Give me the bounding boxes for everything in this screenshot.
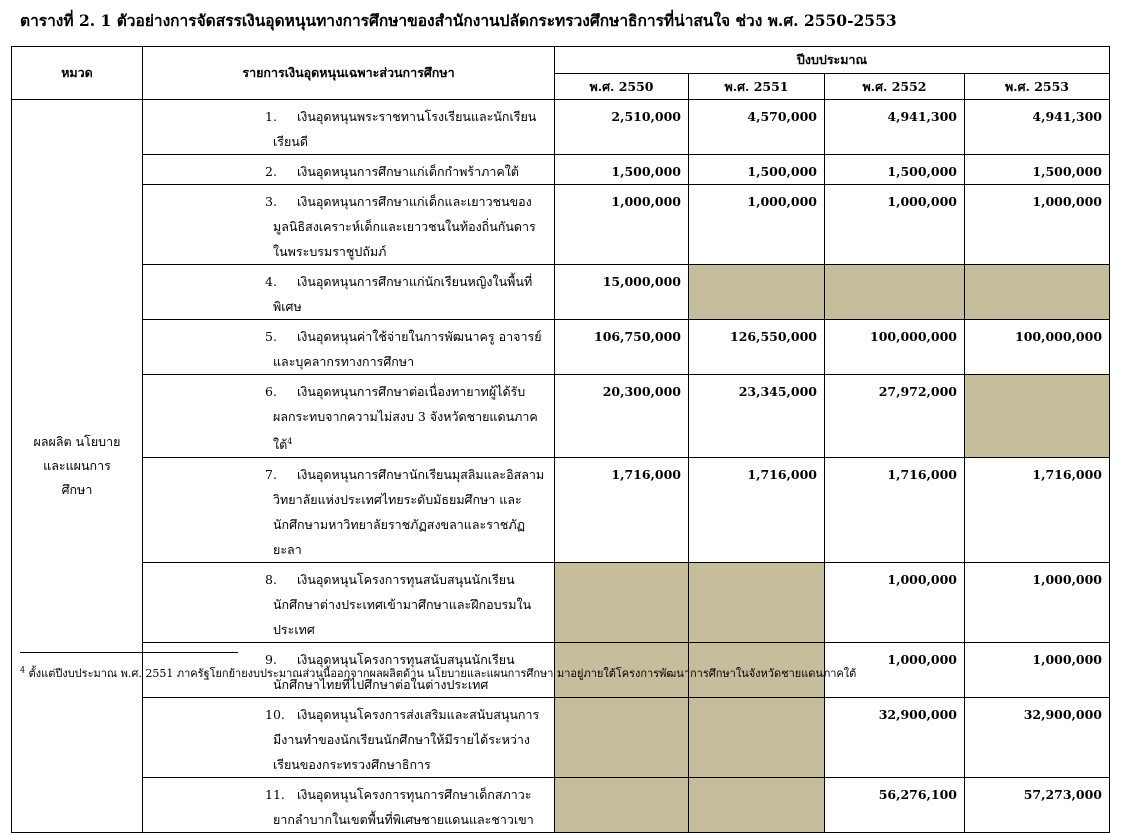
value-cell: 1,500,000 bbox=[555, 155, 689, 185]
item-cell bbox=[143, 155, 555, 185]
footnote bbox=[20, 664, 856, 682]
item-number: 4. bbox=[265, 274, 277, 289]
value-cell: 1,500,000 bbox=[689, 155, 825, 185]
item-text: เงินอุดหนุนโครงการทุนสนับสนุนนักเรียนนักศึกษาไทยที่ไปศึกษาต่อในต่างประเทศ bbox=[273, 652, 515, 693]
category-cell bbox=[12, 100, 143, 833]
item-text: เงินอุดหนุนพระราชทานโรงเรียนและนักเรียนเรียนดี bbox=[273, 109, 537, 149]
value-cell: 1,000,000 bbox=[825, 643, 965, 698]
shaded-cell bbox=[689, 265, 825, 320]
value-cell: 1,000,000 bbox=[965, 643, 1110, 698]
item-cell bbox=[143, 265, 555, 320]
shaded-cell bbox=[689, 778, 825, 833]
table-row bbox=[12, 563, 1110, 643]
value-cell: 1,716,000 bbox=[825, 458, 965, 563]
shaded-cell bbox=[965, 375, 1110, 458]
item-number: 9. bbox=[265, 652, 277, 668]
footnote-text: ตั้งแต่ปีงบประมาณ พ.ศ. 2551 ภาครัฐโยกย้ายงบประมาณส่วนนี้ออกจากผลผลิตด้าน นโยบายและแผนการศึกษา มาอยู่ภายใต้โครงการพัฒนาการศึกษาในจังหวัดชายแดนภาคใต้ bbox=[28, 667, 857, 680]
item-number: 2. bbox=[265, 164, 277, 179]
header-year-2552: พ.ศ. 2552 bbox=[825, 74, 965, 100]
item-text: เงินอุดหนุนการศึกษาต่อเนื่องทายาทผู้ได้รับผลกระทบจากความไม่สงบ 3 จังหวัดชายแดนภาคใต้ bbox=[273, 384, 538, 453]
item-number: 11. bbox=[265, 787, 285, 803]
table-row bbox=[12, 155, 1110, 185]
table-row bbox=[12, 458, 1110, 563]
item-cell bbox=[143, 320, 555, 375]
value-cell: 32,900,000 bbox=[825, 698, 965, 778]
value-cell: 2,510,000 bbox=[555, 100, 689, 155]
value-cell: 100,000,000 bbox=[825, 320, 965, 375]
shaded-cell bbox=[555, 563, 689, 643]
value-cell: 4,941,300 bbox=[965, 100, 1110, 155]
value-cell: 4,570,000 bbox=[689, 100, 825, 155]
value-cell: 1,716,000 bbox=[555, 458, 689, 563]
item-text: เงินอุดหนุนการศึกษาแก่นักเรียนหญิงในพื้นที่พิเศษ bbox=[273, 274, 533, 314]
item-text: เงินอุดหนุนการศึกษานักเรียนมุสลิมและอิสลามวิทยาลัยแห่งประเทศไทยระดับมัธยมศึกษา และนักศึกษามหาวิทยาลัยราชภัฏสงขลาและราชภัฏยะลา bbox=[273, 467, 545, 558]
item-number: 8. bbox=[265, 572, 277, 588]
shaded-cell bbox=[965, 265, 1110, 320]
item-cell bbox=[143, 185, 555, 265]
value-cell: 106,750,000 bbox=[555, 320, 689, 375]
table-row bbox=[12, 100, 1110, 155]
value-cell: 15,000,000 bbox=[555, 265, 689, 320]
value-cell: 56,276,100 bbox=[825, 778, 965, 833]
item-text: เงินอุดหนุนการศึกษาแก่เด็กและเยาวชนของมูลนิธิสงเคราะห์เด็กและเยาวชนในท้องถิ่นกันดารในพระบรมราชูปถัมภ์ bbox=[273, 194, 536, 259]
footnote-ref: 4 bbox=[287, 437, 293, 446]
item-number: 5. bbox=[265, 329, 277, 344]
item-text: เงินอุดหนุนโครงการส่งเสริมและสนับสนุนการมีงานทำของนักเรียนนักศึกษาให้มีรายได้ระหว่างเรียนของกระทรวงศึกษาธิการ bbox=[273, 707, 540, 773]
item-cell bbox=[143, 698, 555, 778]
value-cell: 32,900,000 bbox=[965, 698, 1110, 778]
value-cell: 1,000,000 bbox=[965, 563, 1110, 643]
footnote-divider bbox=[20, 652, 238, 653]
value-cell: 1,000,000 bbox=[965, 185, 1110, 265]
value-cell: 126,550,000 bbox=[689, 320, 825, 375]
header-item: รายการเงินอุดหนุนเฉพาะส่วนการศึกษา bbox=[143, 47, 555, 100]
header-year-2551: พ.ศ. 2551 bbox=[689, 74, 825, 100]
value-cell: 1,716,000 bbox=[689, 458, 825, 563]
budget-table bbox=[11, 46, 1110, 833]
item-cell bbox=[143, 100, 555, 155]
item-cell bbox=[143, 375, 555, 458]
table-row bbox=[12, 320, 1110, 375]
header-year-2550: พ.ศ. 2550 bbox=[555, 74, 689, 100]
item-text: เงินอุดหนุนการศึกษาแก่เด็กกำพร้าภาคใต้ bbox=[297, 164, 519, 179]
shaded-cell bbox=[555, 778, 689, 833]
item-cell bbox=[143, 458, 555, 563]
item-number: 10. bbox=[265, 707, 285, 723]
item-cell bbox=[143, 563, 555, 643]
value-cell: 57,273,000 bbox=[965, 778, 1110, 833]
value-cell: 1,716,000 bbox=[965, 458, 1110, 563]
value-cell: 1,000,000 bbox=[825, 563, 965, 643]
shaded-cell bbox=[689, 563, 825, 643]
item-text: เงินอุดหนุนค่าใช้จ่ายในการพัฒนาครู อาจารย์และบุคลากรทางการศึกษา bbox=[273, 329, 542, 369]
shaded-cell bbox=[689, 698, 825, 778]
footnote-marker: 4 bbox=[20, 665, 26, 675]
table-row bbox=[12, 185, 1110, 265]
table-row bbox=[12, 778, 1110, 833]
table-title: ตารางที่ 2. 1 ตัวอย่างการจัดสรรเงินอุดหนุนทางการศึกษาของสำนักงานปลัดกระทรวงศึกษาธิการที่น่าสนใจ ช่วง พ.ศ. 2550-2553 bbox=[20, 11, 897, 30]
table-row bbox=[12, 698, 1110, 778]
value-cell: 100,000,000 bbox=[965, 320, 1110, 375]
value-cell: 23,345,000 bbox=[689, 375, 825, 458]
header-budget-year: ปีงบประมาณ bbox=[555, 47, 1110, 74]
item-number: 6. bbox=[265, 384, 277, 399]
value-cell: 1,000,000 bbox=[555, 185, 689, 265]
item-text: เงินอุดหนุนโครงการทุนการศึกษาเด็กสภาวะยากลำบากในเขตพื้นที่พิเศษชายแดนและชาวเขา bbox=[273, 787, 534, 828]
item-cell bbox=[143, 778, 555, 833]
category-line: ศึกษา bbox=[61, 482, 93, 498]
item-number: 3. bbox=[265, 194, 277, 209]
item-number: 1. bbox=[265, 109, 277, 124]
header-category: หมวด bbox=[12, 47, 143, 100]
value-cell: 27,972,000 bbox=[825, 375, 965, 458]
value-cell: 1,000,000 bbox=[825, 185, 965, 265]
table-row bbox=[12, 265, 1110, 320]
shaded-cell bbox=[555, 698, 689, 778]
header-year-2553: พ.ศ. 2553 bbox=[965, 74, 1110, 100]
category-line: ผลผลิต นโยบาย bbox=[33, 434, 121, 450]
item-text: เงินอุดหนุนโครงการทุนสนับสนุนนักเรียน นักศึกษาต่างประเทศเข้ามาศึกษาและฝึกอบรมในประเทศ bbox=[273, 572, 532, 638]
shaded-cell bbox=[825, 265, 965, 320]
item-number: 7. bbox=[265, 467, 277, 483]
value-cell: 4,941,300 bbox=[825, 100, 965, 155]
value-cell: 1,500,000 bbox=[965, 155, 1110, 185]
value-cell: 1,000,000 bbox=[689, 185, 825, 265]
category-line: และแผนการ bbox=[43, 458, 111, 474]
table-row bbox=[12, 375, 1110, 458]
value-cell: 1,500,000 bbox=[825, 155, 965, 185]
value-cell: 20,300,000 bbox=[555, 375, 689, 458]
